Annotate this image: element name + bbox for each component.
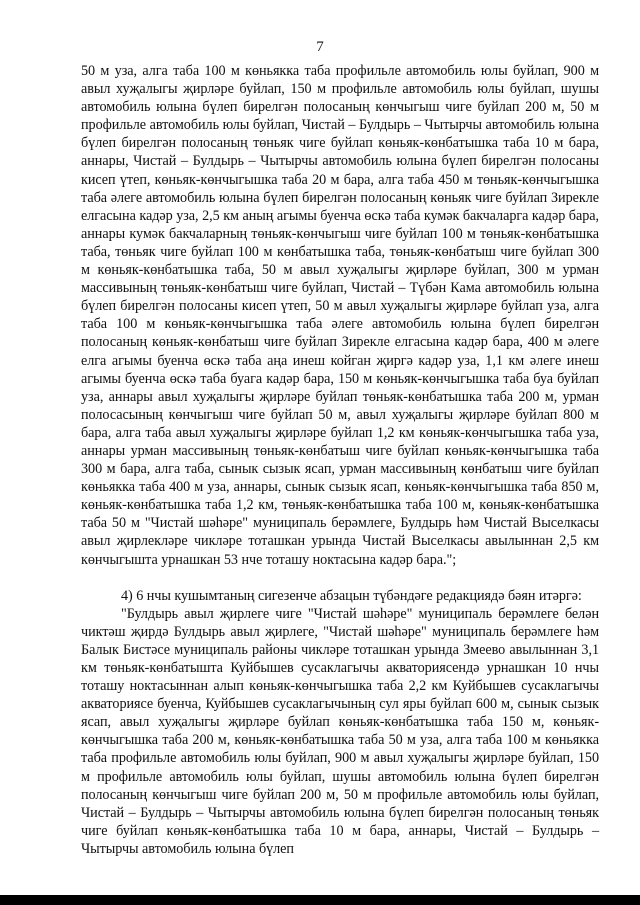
- paragraph-boundary-continuation: 50 м уза, алга таба 100 м көньякка таба профильле автомобиль юлы буйлап, 900 м авыл хуҗалыгы җирләре буйлап, 150 м профильле автомобиль юлы буйлап, шушы автомобиль юлына бүлеп бирелгән полосаның көнчыгыш чиге буйлап 200 м, 50 м профильле автомобиль юлы буйлап, Чистай – Булдырь – Чытырчы автомобиль юлына бүлеп бирелгән полосаның төньяк чиге буйлап көньяк-көнбатышка таба 10 м бара, аннары, Чистай – Булдырь – Чытырчы автомобиль юлына бүлеп бирелгән полосаны кисеп үтеп, көньяк-көнчыгышка таба 20 м бара, алга таба 450 м төньяк-көнчыгышка таба әлеге автомобиль юлына бүлеп бирелгән полосаның көньяк чиге буйлап Зирекле елгасына кадәр уза, 2,5 км аның агымы буенча өскә таба кумәк бакчаларга кадәр бара, аннары кумәк бакчаларның төньяк-көнчыгыш чиге буйлап 100 м төньяк-көнбатышка таба, төньяк чиге буйлап 100 м көнбатышка таба, төньяк-көнбатыш чиге буйлап 300 м көньяк-көнбатышка таба, 50 м авыл хуҗалыгы җирләре буйлап, 300 м урман массивының төньяк-көнбатыш чиге буйлап, Чистай – Түбән Кама автомобиль юлына бүлеп бирелгән полосаны кисеп үтеп, 50 м авыл хуҗалыгы җирләре буйлап уза, алга таба 100 м көньяк-көнчыгышка таба әлеге автомобиль юлына бүлеп бирелгән полосаның көньяк-көнбатыш чиге буйлап Зирекле елгасына кадәр бара, 400 м әлеге елга агымы буенча өскә таба аңа инеш койган җиргә кадәр уза, 1,1 км әлеге инеш агымы буенча өскә таба буага кадәр бара, 150 м көньяк-көнчыгышка таба буа буйлап уза, аннары авыл хуҗалыгы җирләре буйлап төньяк-көнбатышка таба 200 м, урман полосасының көнчыгыш чиге буйлап 50 м, авыл хуҗалыгы җирләре буйлап 800 м бара, алга таба авыл хуҗалыгы җирләре буйлап 1,2 км көньяк-көнчыгышка таба уза, аннары урман массивының төньяк-көнбатыш чиге буйлап көньяк-көнчыгышка таба 300 м бара, алга таба, сынык сызык ясап, урман массивының көнбатыш чиге буйлап көньякка таба 400 м уза, аннары, сынык сызык ясап, көньяк-көнчыгышка таба 850 м, көньяк-көнбатышка таба 1,2 км, төньяк-көнбатышка таба 100 м, көньяк-көнбатышка таба 50 м "Чистай шәһәре" муниципаль берәмлеге, Булдырь һәм Чистай Выселкасы авыл җирлекләре чикләре тоташкан урында Чистай Выселкасы авылыннан 2,5 км көнчыгышта урнашкан 53 нче тоташу ноктасына кадәр бара.";: [81, 63, 599, 568]
- page-number: 7: [316, 39, 324, 55]
- paragraph-amendment-text: "Булдырь авыл җирлеге чиге "Чистай шәһәре" муниципаль берәмлеге белән чиктәш җирдә Булдырь авыл җирлеге, "Чистай шәһәре" муниципаль берәмлеге һәм Балык Бистәсе муниципаль районы чикләре тоташкан урында Змеево авылыннан 3,1 км төньяк-көнбатышта Куйбышев сусаклагычы акваториясендә урнашкан 10 нчы тоташу ноктасыннан алып көньяк-көнчыгышка таба 2,2 км Куйбышев сусаклагычы акваториясе буенча, Куйбышев сусаклагычының сул яры буйлап 600 м, сынык сызык ясап, авыл хуҗалыгы җирләре буйлап көньяк-көнбатышка таба 150 м, көньяк-көнчыгышка таба 200 м, көньяк-көнбатышка таба 50 м уза, алга таба 100 м көньякка таба профильле автомобиль юлы буйлап, 900 м авыл хуҗалыгы җирләре буйлап, 150 м профильле автомобиль юлы буйлап, шушы автомобиль юлына бүлеп бирелгән полосаның көнчыгыш чиге буйлап 200 м, 50 м профильле автомобиль юлы буйлап, Чистай – Булдырь – Чытырчы автомобиль юлына бүлеп бирелгән полосаның төньяк чиге буйлап көньяк-көнбатышка таба 10 м бара, аннары, Чистай – Булдырь – Чытырчы автомобиль юлына бүлеп: [81, 605, 599, 857]
- scan-edge-bar: [0, 895, 640, 905]
- paragraph-spacer: [81, 569, 599, 587]
- paragraph-amendment-item-4: 4) 6 нчы кушымтаның сигезенче абзацын түбәндәге редакциядә бәян итәргә:: [121, 587, 582, 604]
- document-body: [81, 62, 599, 858]
